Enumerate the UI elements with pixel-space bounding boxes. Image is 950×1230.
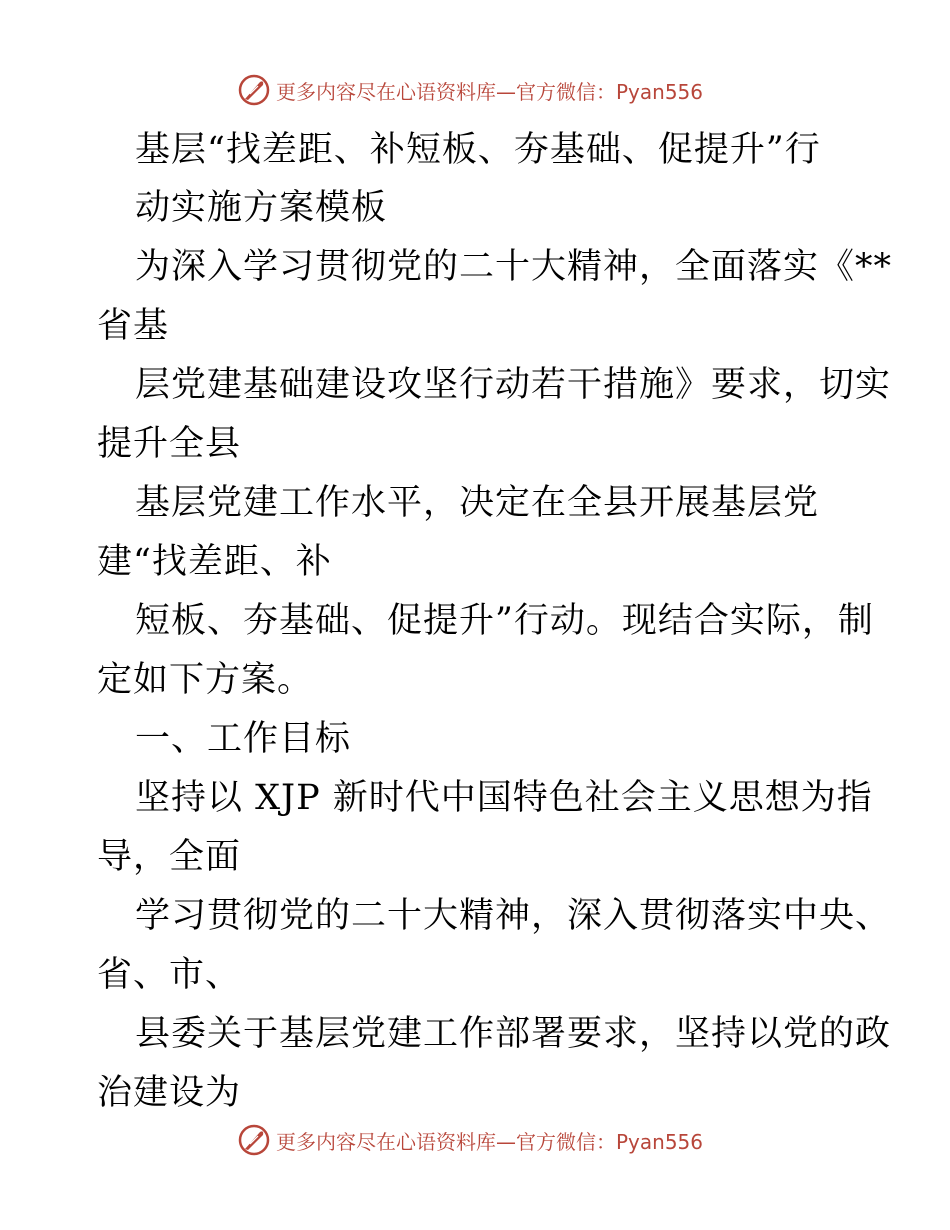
paragraph-line: 治建设为: [97, 1073, 242, 1113]
paragraph-line: 省、市、: [97, 955, 242, 995]
paragraph-line: 导，全面: [97, 837, 242, 877]
paragraph-line: 学习贯彻党的二十大精神，深入贯彻落实中央、: [135, 896, 892, 936]
doc-title-line-2: 动实施方案模板: [135, 188, 388, 228]
footer-banner: [238, 1122, 703, 1158]
paragraph-line: 提升全县: [97, 424, 242, 464]
paragraph-line: 为深入学习贯彻党的二十大精神，全面落实《**: [135, 247, 893, 287]
paragraph-line: 坚持以 XJP 新时代中国特色社会主义思想为指: [135, 778, 873, 818]
paragraph-line: 省基: [97, 306, 170, 346]
paragraph-line: 基层党建工作水平，决定在全县开展基层党: [135, 483, 820, 523]
feather-pen-logo-icon: [238, 1124, 270, 1156]
paragraph-line: 建“找差距、补: [97, 542, 332, 582]
feather-pen-logo-icon: [238, 74, 270, 106]
paragraph-line: 短板、夯基础、促提升”行动。现结合实际，制: [135, 601, 874, 641]
paragraph-line: 定如下方案。: [97, 660, 314, 700]
footer-banner-text: 更多内容尽在心语资料库—官方微信：Pyan556: [276, 1129, 704, 1154]
header-banner-text: 更多内容尽在心语资料库—官方微信：Pyan556: [276, 79, 704, 104]
doc-title-line-1: 基层“找差距、补短板、夯基础、促提升”行: [135, 130, 821, 170]
header-banner: [238, 72, 703, 108]
paragraph-line: 层党建基础建设攻坚行动若干措施》要求，切实: [135, 365, 892, 405]
paragraph-line: 县委关于基层党建工作部署要求，坚持以党的政: [135, 1014, 892, 1054]
section-heading: 一、工作目标: [135, 719, 352, 759]
